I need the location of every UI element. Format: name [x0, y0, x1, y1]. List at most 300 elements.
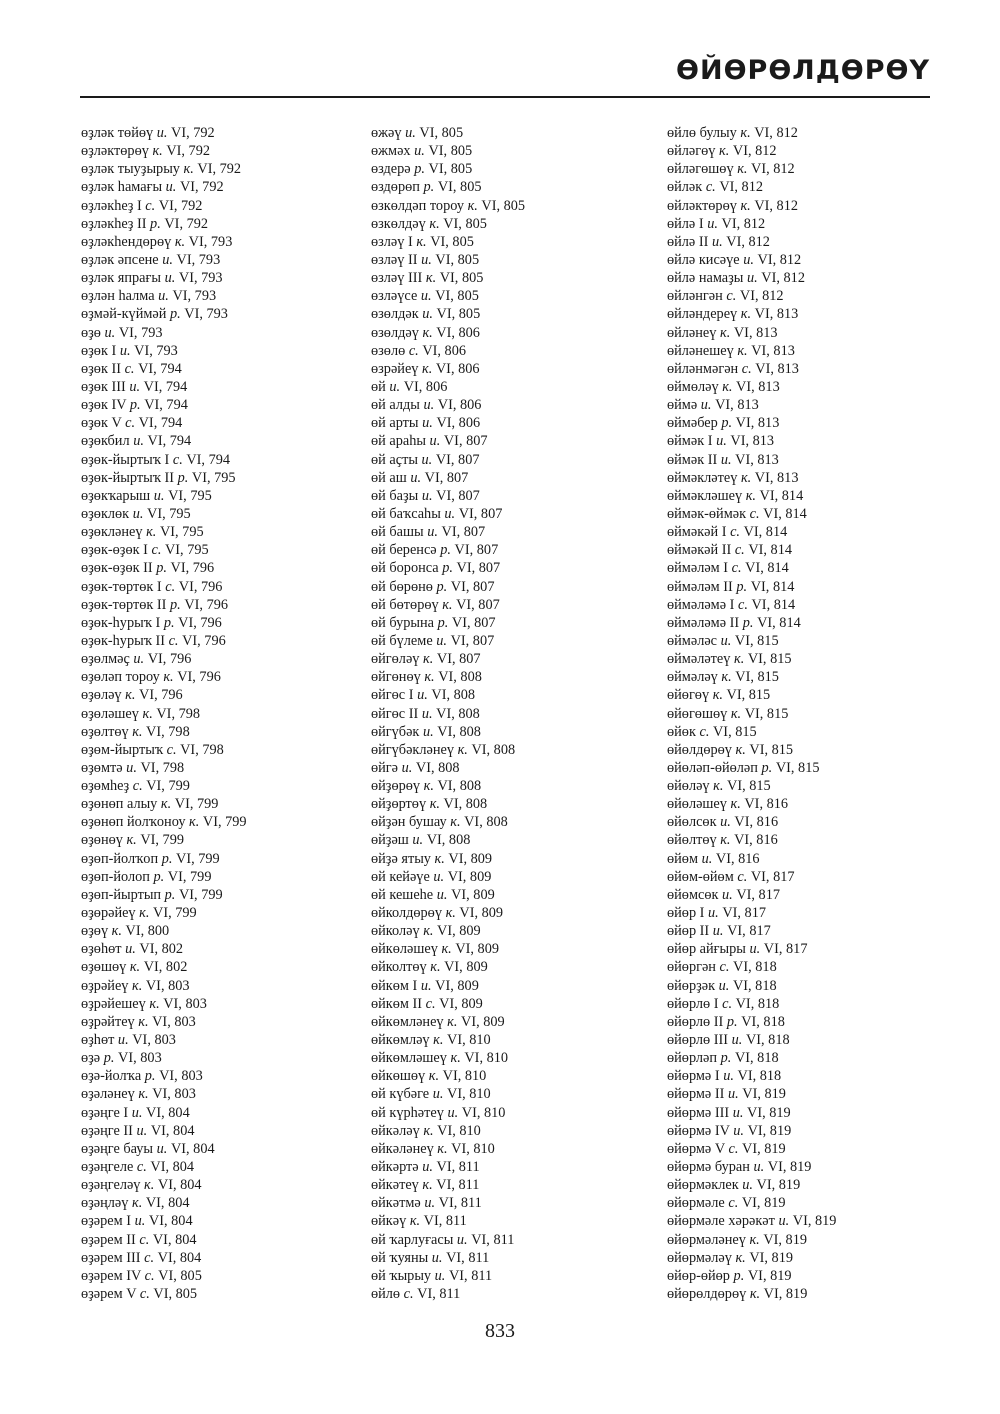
entry-pos: к.	[423, 651, 434, 668]
entry-headword: өйгөнөү	[371, 669, 421, 686]
entry-headword: өҙлән һалма	[81, 288, 155, 305]
index-entry	[81, 469, 371, 487]
index-entry	[371, 668, 661, 686]
index-entry	[371, 1194, 661, 1212]
entry-ref: VI, 807	[441, 524, 486, 541]
entry-headword: өй бүлеме	[371, 632, 433, 649]
entry-pos: к.	[111, 923, 122, 940]
index-entry	[667, 1176, 957, 1194]
entry-headword: өзрәйеү	[371, 360, 419, 377]
entry-pos: с.	[728, 1140, 739, 1157]
entry-headword: өҙләк япрағы	[81, 270, 161, 287]
index-entry	[81, 777, 371, 795]
entry-pos: р.	[761, 759, 773, 776]
entry-ref: VI, 808	[437, 778, 482, 795]
entry-ref: VI, 808	[438, 669, 482, 686]
index-entry	[81, 850, 371, 868]
index-entry	[81, 578, 371, 596]
entry-pos: к.	[745, 487, 756, 504]
entry-headword: өзөлдәү	[371, 324, 419, 341]
entry-ref: VI, 810	[461, 1104, 506, 1121]
entry-headword: өҙәләнеү	[81, 1086, 135, 1103]
index-entry	[667, 686, 957, 704]
index-entry	[81, 360, 371, 378]
entry-pos: и.	[712, 923, 724, 940]
entry-ref: VI, 817	[727, 923, 771, 940]
index-entry	[667, 396, 957, 414]
entry-pos: р.	[733, 1267, 745, 1284]
entry-ref: VI, 794	[144, 397, 188, 414]
entry-ref: VI, 805	[439, 270, 484, 287]
index-entry	[371, 269, 661, 287]
entry-headword: өйкәтмә	[371, 1195, 421, 1212]
entry-headword: өйләктөрөү	[667, 197, 737, 214]
entry-headword: өйөрмә V	[667, 1140, 725, 1157]
entry-headword: өйөрмә IV	[667, 1122, 730, 1139]
entry-ref: VI, 792	[179, 179, 224, 196]
entry-headword: өйкөмләнеү	[371, 1013, 444, 1030]
entry-headword: өй кейәүе	[371, 868, 430, 885]
entry-ref: VI, 809	[444, 959, 488, 976]
entry-headword: өҙөрәйеү	[81, 905, 136, 922]
entry-ref: VI, 819	[749, 1249, 794, 1266]
entry-headword: өйкәләү	[371, 1122, 420, 1139]
entry-ref: VI, 794	[186, 451, 231, 468]
index-entry	[667, 886, 957, 904]
index-entry	[371, 1122, 661, 1140]
index-entry	[371, 559, 661, 577]
entry-headword: өйкәтеү	[371, 1177, 419, 1194]
index-entry	[81, 451, 371, 469]
entry-pos: к.	[424, 669, 435, 686]
entry-pos: и.	[447, 1104, 459, 1121]
entry-headword: өҙөп-йолоп	[81, 868, 150, 885]
entry-headword: өй беренсә	[371, 542, 437, 559]
entry-pos: и.	[136, 1122, 148, 1139]
entry-ref: VI, 804	[148, 1213, 193, 1230]
entry-headword: өҙләк һамағы	[81, 179, 163, 196]
index-entry	[81, 922, 371, 940]
index-entry	[371, 632, 661, 650]
header-rule	[80, 96, 930, 98]
entry-headword: өйкөм II	[371, 995, 423, 1012]
index-entry	[667, 432, 957, 450]
index-entry	[667, 813, 957, 831]
entry-headword: өйлә намаҙы	[667, 270, 744, 287]
entry-ref: VI, 802	[139, 941, 184, 958]
entry-headword: өйөрлө I	[667, 995, 719, 1012]
entry-headword: өҙөһөт	[81, 941, 122, 958]
entry-pos: и.	[749, 941, 761, 958]
entry-headword: өҙөлмәҫ	[81, 651, 130, 668]
index-entry	[667, 741, 957, 759]
entry-ref: VI, 811	[438, 1195, 482, 1212]
entry-headword: өй арты	[371, 415, 419, 432]
entry-ref: VI, 796	[139, 687, 183, 704]
index-entry	[371, 251, 661, 269]
entry-pos: к.	[125, 687, 136, 704]
index-entry	[667, 940, 957, 958]
entry-ref: VI, 819	[756, 1177, 801, 1194]
index-entry	[371, 197, 661, 215]
entry-headword: өзкөлдәү	[371, 215, 426, 232]
entry-pos: к.	[740, 306, 752, 323]
entry-ref: VI, 817	[722, 905, 767, 922]
entry-ref: VI, 812	[757, 251, 802, 268]
index-entry	[81, 868, 371, 886]
index-entry	[371, 324, 661, 342]
entry-ref: VI, 815	[712, 723, 757, 740]
entry-pos: к.	[712, 687, 723, 704]
index-entry	[81, 958, 371, 976]
entry-ref: VI, 812	[721, 215, 766, 232]
index-entry	[371, 868, 661, 886]
entry-pos: и.	[134, 1213, 146, 1230]
entry-headword: өйөр айғыры	[667, 941, 746, 958]
entry-headword: өҙәрем IV	[81, 1267, 142, 1284]
entry-ref: VI, 809	[459, 905, 504, 922]
entry-ref: VI, 813	[736, 378, 780, 395]
entry-headword: өйлә кисәүе	[667, 251, 740, 268]
entry-headword: өйколдөрөү	[371, 905, 442, 922]
index-entry	[81, 160, 371, 178]
index-entry	[371, 432, 661, 450]
entry-headword: өй күбәге	[371, 1086, 430, 1103]
entry-headword: өҙөк-өҙөк II	[81, 560, 153, 577]
entry-pos: к.	[457, 741, 468, 758]
index-entry	[667, 523, 957, 541]
entry-headword: өзкөлдәп тороу	[371, 197, 464, 214]
entry-headword: өҙәңгеле	[81, 1159, 134, 1176]
index-column-2	[371, 124, 661, 1303]
entry-pos: к.	[721, 669, 732, 686]
index-entry	[667, 1158, 957, 1176]
entry-pos: и.	[410, 469, 422, 486]
index-entry	[371, 741, 661, 759]
entry-pos: и.	[158, 288, 169, 305]
index-entry	[371, 759, 661, 777]
entry-ref: VI, 794	[147, 433, 192, 450]
entry-headword: өйкөшөү	[371, 1068, 426, 1085]
entry-headword: өҙөләшеү	[81, 705, 139, 722]
entry-headword: өҙәрем III	[81, 1249, 141, 1266]
entry-headword: өҙрәйтеү	[81, 1013, 135, 1030]
entry-headword: өҙөп-йолҡоп	[81, 850, 159, 867]
entry-headword: өй аҫты	[371, 451, 418, 468]
entry-ref: VI, 819	[747, 1104, 791, 1121]
entry-headword: өй башы	[371, 524, 424, 541]
entry-ref: VI, 809	[461, 1013, 505, 1030]
entry-ref: VI, 809	[448, 850, 493, 867]
entry-headword: өзләүсе	[371, 288, 418, 305]
entry-pos: и.	[422, 415, 433, 432]
entry-pos: к.	[749, 1286, 761, 1302]
entry-pos: к.	[429, 215, 440, 232]
entry-ref: VI, 813	[735, 451, 779, 468]
entry-pos: и.	[723, 1068, 734, 1085]
entry-pos: и.	[422, 306, 433, 323]
entry-pos: к.	[450, 814, 461, 831]
entry-ref: VI, 816	[715, 850, 760, 867]
entry-ref: VI, 809	[439, 995, 483, 1012]
entry-ref: VI, 819	[792, 1213, 837, 1230]
entry-ref: VI, 808	[431, 687, 476, 704]
entry-ref: VI, 807	[424, 469, 469, 486]
entry-pos: и.	[436, 886, 448, 903]
entry-ref: VI, 793	[172, 288, 217, 305]
entry-headword: өйләнмәгән	[667, 360, 739, 377]
entry-pos: с.	[124, 360, 135, 377]
entry-pos: к.	[149, 995, 160, 1012]
index-entry	[667, 1194, 957, 1212]
entry-headword: өҙөнөп йолҡоноу	[81, 814, 186, 831]
index-entry	[667, 650, 957, 668]
entry-headword: өйлө	[371, 1286, 401, 1302]
index-entry	[81, 886, 371, 904]
entry-headword: өй бөрөнө	[371, 578, 433, 595]
entry-ref: VI, 807	[436, 487, 480, 504]
entry-pos: к.	[423, 1122, 434, 1139]
entry-headword: өйләгөшөү	[667, 161, 734, 178]
entry-pos: с.	[136, 1159, 147, 1176]
index-entry	[81, 396, 371, 414]
index-entry	[371, 414, 661, 432]
entry-ref: VI, 793	[176, 251, 221, 268]
entry-pos: р.	[177, 469, 189, 486]
index-entry	[81, 1067, 371, 1085]
index-entry	[667, 1013, 957, 1031]
entry-headword: өҙөклөк	[81, 505, 130, 522]
entry-ref: VI, 808	[415, 759, 460, 776]
entry-pos: р.	[720, 1050, 732, 1067]
entry-pos: и.	[722, 886, 733, 903]
entry-ref: VI, 819	[747, 1122, 792, 1139]
index-entry	[371, 1267, 661, 1285]
entry-pos: с.	[168, 632, 179, 649]
entry-pos: р.	[153, 868, 165, 885]
entry-pos: и.	[742, 1177, 753, 1194]
entry-headword: өймәләмә I	[667, 596, 735, 613]
entry-headword: өҙрәйешеү	[81, 995, 146, 1012]
entry-headword: өйләнеү	[667, 324, 717, 341]
entry-headword: өздерә	[371, 161, 411, 178]
entry-ref: VI, 812	[761, 270, 805, 287]
entry-pos: к.	[422, 360, 433, 377]
entry-headword: өҙөм-йыртыҡ	[81, 741, 164, 758]
index-entry	[81, 215, 371, 233]
entry-pos: к.	[409, 1213, 421, 1230]
entry-ref: VI, 799	[176, 850, 220, 867]
entry-pos: и.	[420, 288, 432, 305]
index-entry	[371, 396, 661, 414]
entry-ref: VI, 818	[734, 1050, 779, 1067]
entry-ref: VI, 814	[748, 542, 792, 559]
entry-pos: к.	[144, 1177, 155, 1194]
entry-ref: VI, 808	[471, 741, 516, 758]
entry-ref: VI, 792	[164, 215, 209, 232]
entry-pos: р.	[164, 886, 176, 903]
entry-headword: өҙләкһеҙ I	[81, 197, 142, 214]
entry-headword: өй ҡуяны	[371, 1249, 429, 1266]
entry-pos: с.	[166, 741, 177, 758]
entry-headword: өйләк	[667, 179, 703, 196]
entry-pos: р.	[726, 1013, 738, 1030]
entry-ref: VI, 803	[159, 1068, 203, 1085]
entry-pos: и.	[423, 397, 435, 414]
entry-ref: VI, 807	[436, 651, 481, 668]
index-entry	[371, 958, 661, 976]
entry-ref: VI, 804	[152, 1231, 197, 1248]
entry-headword: өй боронса	[371, 560, 439, 577]
index-entry	[81, 124, 371, 142]
index-entry	[371, 1085, 661, 1103]
index-entry	[81, 904, 371, 922]
entry-ref: VI, 794	[138, 360, 182, 377]
entry-pos: р.	[144, 1068, 156, 1085]
entry-pos: к.	[467, 197, 478, 214]
entry-ref: VI, 796	[178, 578, 223, 595]
entry-headword: өйләндереү	[667, 306, 738, 323]
index-entry	[667, 251, 957, 269]
index-entry	[371, 178, 661, 196]
entry-headword: өйколәү	[371, 923, 420, 940]
entry-pos: и.	[743, 251, 754, 268]
entry-headword: өй аш	[371, 469, 407, 486]
entry-headword: өҙөләү	[81, 687, 122, 704]
entry-ref: VI, 805	[436, 306, 481, 323]
entry-headword: өзөлдәк	[371, 306, 419, 323]
entry-ref: VI, 794	[143, 378, 188, 395]
index-entry	[81, 995, 371, 1013]
index-entry	[371, 922, 661, 940]
entry-ref: VI, 814	[757, 614, 801, 631]
entry-ref: VI, 819	[747, 1267, 792, 1284]
entry-pos: и.	[405, 125, 416, 141]
entry-ref: VI, 815	[726, 687, 771, 704]
entry-ref: VI, 819	[763, 1286, 808, 1302]
page-number: 833	[485, 1320, 515, 1342]
entry-ref: VI, 807	[454, 542, 499, 559]
entry-headword: өй араһы	[371, 433, 426, 450]
entry-headword: өй баҡсаһы	[371, 505, 441, 522]
index-entry	[371, 505, 661, 523]
entry-ref: VI, 810	[437, 1122, 481, 1139]
entry-pos: к.	[722, 378, 733, 395]
index-entry	[667, 614, 957, 632]
index-entry	[371, 977, 661, 995]
index-entry	[371, 1249, 661, 1267]
entry-headword: өйөрмә I	[667, 1068, 720, 1085]
entry-pos: и.	[129, 378, 141, 395]
entry-headword: өҙөк-төртөк I	[81, 578, 162, 595]
entry-pos: к.	[445, 905, 456, 922]
entry-ref: VI, 792	[158, 197, 203, 214]
entry-headword: өҙөк-һурыҡ I	[81, 614, 161, 631]
index-entry	[81, 287, 371, 305]
entry-ref: VI, 814	[743, 524, 788, 541]
entry-pos: к.	[174, 233, 186, 250]
index-entry	[81, 1249, 371, 1267]
entry-ref: VI, 807	[456, 596, 500, 613]
entry-pos: с.	[705, 179, 716, 196]
entry-headword: өҙөнөп алыу	[81, 796, 158, 813]
entry-ref: VI, 804	[170, 1140, 215, 1157]
entry-ref: VI, 811	[471, 1231, 515, 1248]
entry-ref: VI, 811	[448, 1267, 493, 1284]
entry-pos: и.	[733, 1122, 744, 1139]
entry-headword: өйҙә ятыу	[371, 850, 431, 867]
entry-pos: к.	[434, 850, 445, 867]
entry-ref: VI, 805	[435, 288, 479, 305]
entry-headword: өйөрмәләү	[667, 1249, 732, 1266]
entry-pos: с.	[719, 959, 730, 976]
entry-headword: өйкөмләү	[371, 1032, 430, 1049]
entry-ref: VI, 811	[417, 1286, 461, 1302]
entry-headword: өҙәрем I	[81, 1213, 132, 1230]
index-entry	[81, 1194, 371, 1212]
entry-pos: к.	[447, 1013, 458, 1030]
entry-ref: VI, 795	[164, 542, 209, 559]
entry-ref: VI, 795	[191, 469, 236, 486]
entry-headword: өймәләмә II	[667, 614, 740, 631]
index-entry	[371, 487, 661, 505]
entry-ref: VI, 819	[763, 1231, 808, 1248]
entry-ref: VI, 810	[447, 1086, 491, 1103]
entry-pos: и.	[162, 251, 173, 268]
index-entry	[81, 1013, 371, 1031]
index-entry	[371, 1231, 661, 1249]
entry-pos: и.	[700, 397, 712, 414]
entry-headword: өҙләкһеҙ II	[81, 215, 147, 232]
index-entry	[81, 1140, 371, 1158]
entry-ref: VI, 816	[744, 796, 789, 813]
entry-ref: VI, 812	[719, 179, 763, 196]
index-entry	[371, 124, 661, 142]
entry-pos: и.	[429, 433, 441, 450]
index-entry	[81, 759, 371, 777]
entry-headword: өйөрмәле	[667, 1195, 725, 1212]
entry-ref: VI, 813	[733, 324, 778, 341]
entry-headword: өйләнгән	[667, 288, 723, 305]
entry-headword: өйләгөү	[667, 143, 716, 160]
entry-ref: VI, 807	[451, 614, 496, 631]
entry-ref: VI, 807	[435, 451, 480, 468]
index-entry	[81, 705, 371, 723]
entry-pos: и.	[126, 759, 137, 776]
index-entry	[81, 741, 371, 759]
entry-pos: р.	[150, 215, 161, 232]
index-entry	[371, 995, 661, 1013]
entry-headword: өҙөк I	[81, 342, 117, 359]
entry-pos: с.	[425, 995, 436, 1012]
entry-pos: к.	[441, 941, 452, 958]
index-entry	[81, 541, 371, 559]
entry-headword: өйлө булыу	[667, 125, 737, 141]
entry-pos: и.	[104, 324, 116, 341]
entry-pos: и.	[125, 941, 136, 958]
index-entry	[667, 922, 957, 940]
entry-headword: өҙөк IV	[81, 397, 127, 414]
index-entry	[667, 1285, 957, 1303]
index-entry	[371, 1176, 661, 1194]
entry-ref: VI, 807	[450, 578, 495, 595]
entry-pos: р.	[169, 306, 181, 323]
entry-ref: VI, 817	[763, 941, 808, 958]
entry-pos: с.	[726, 288, 737, 305]
entry-ref: VI, 806	[435, 360, 480, 377]
entry-ref: VI, 793	[134, 342, 178, 359]
entry-headword: өҙә-йолҡа	[81, 1068, 142, 1085]
